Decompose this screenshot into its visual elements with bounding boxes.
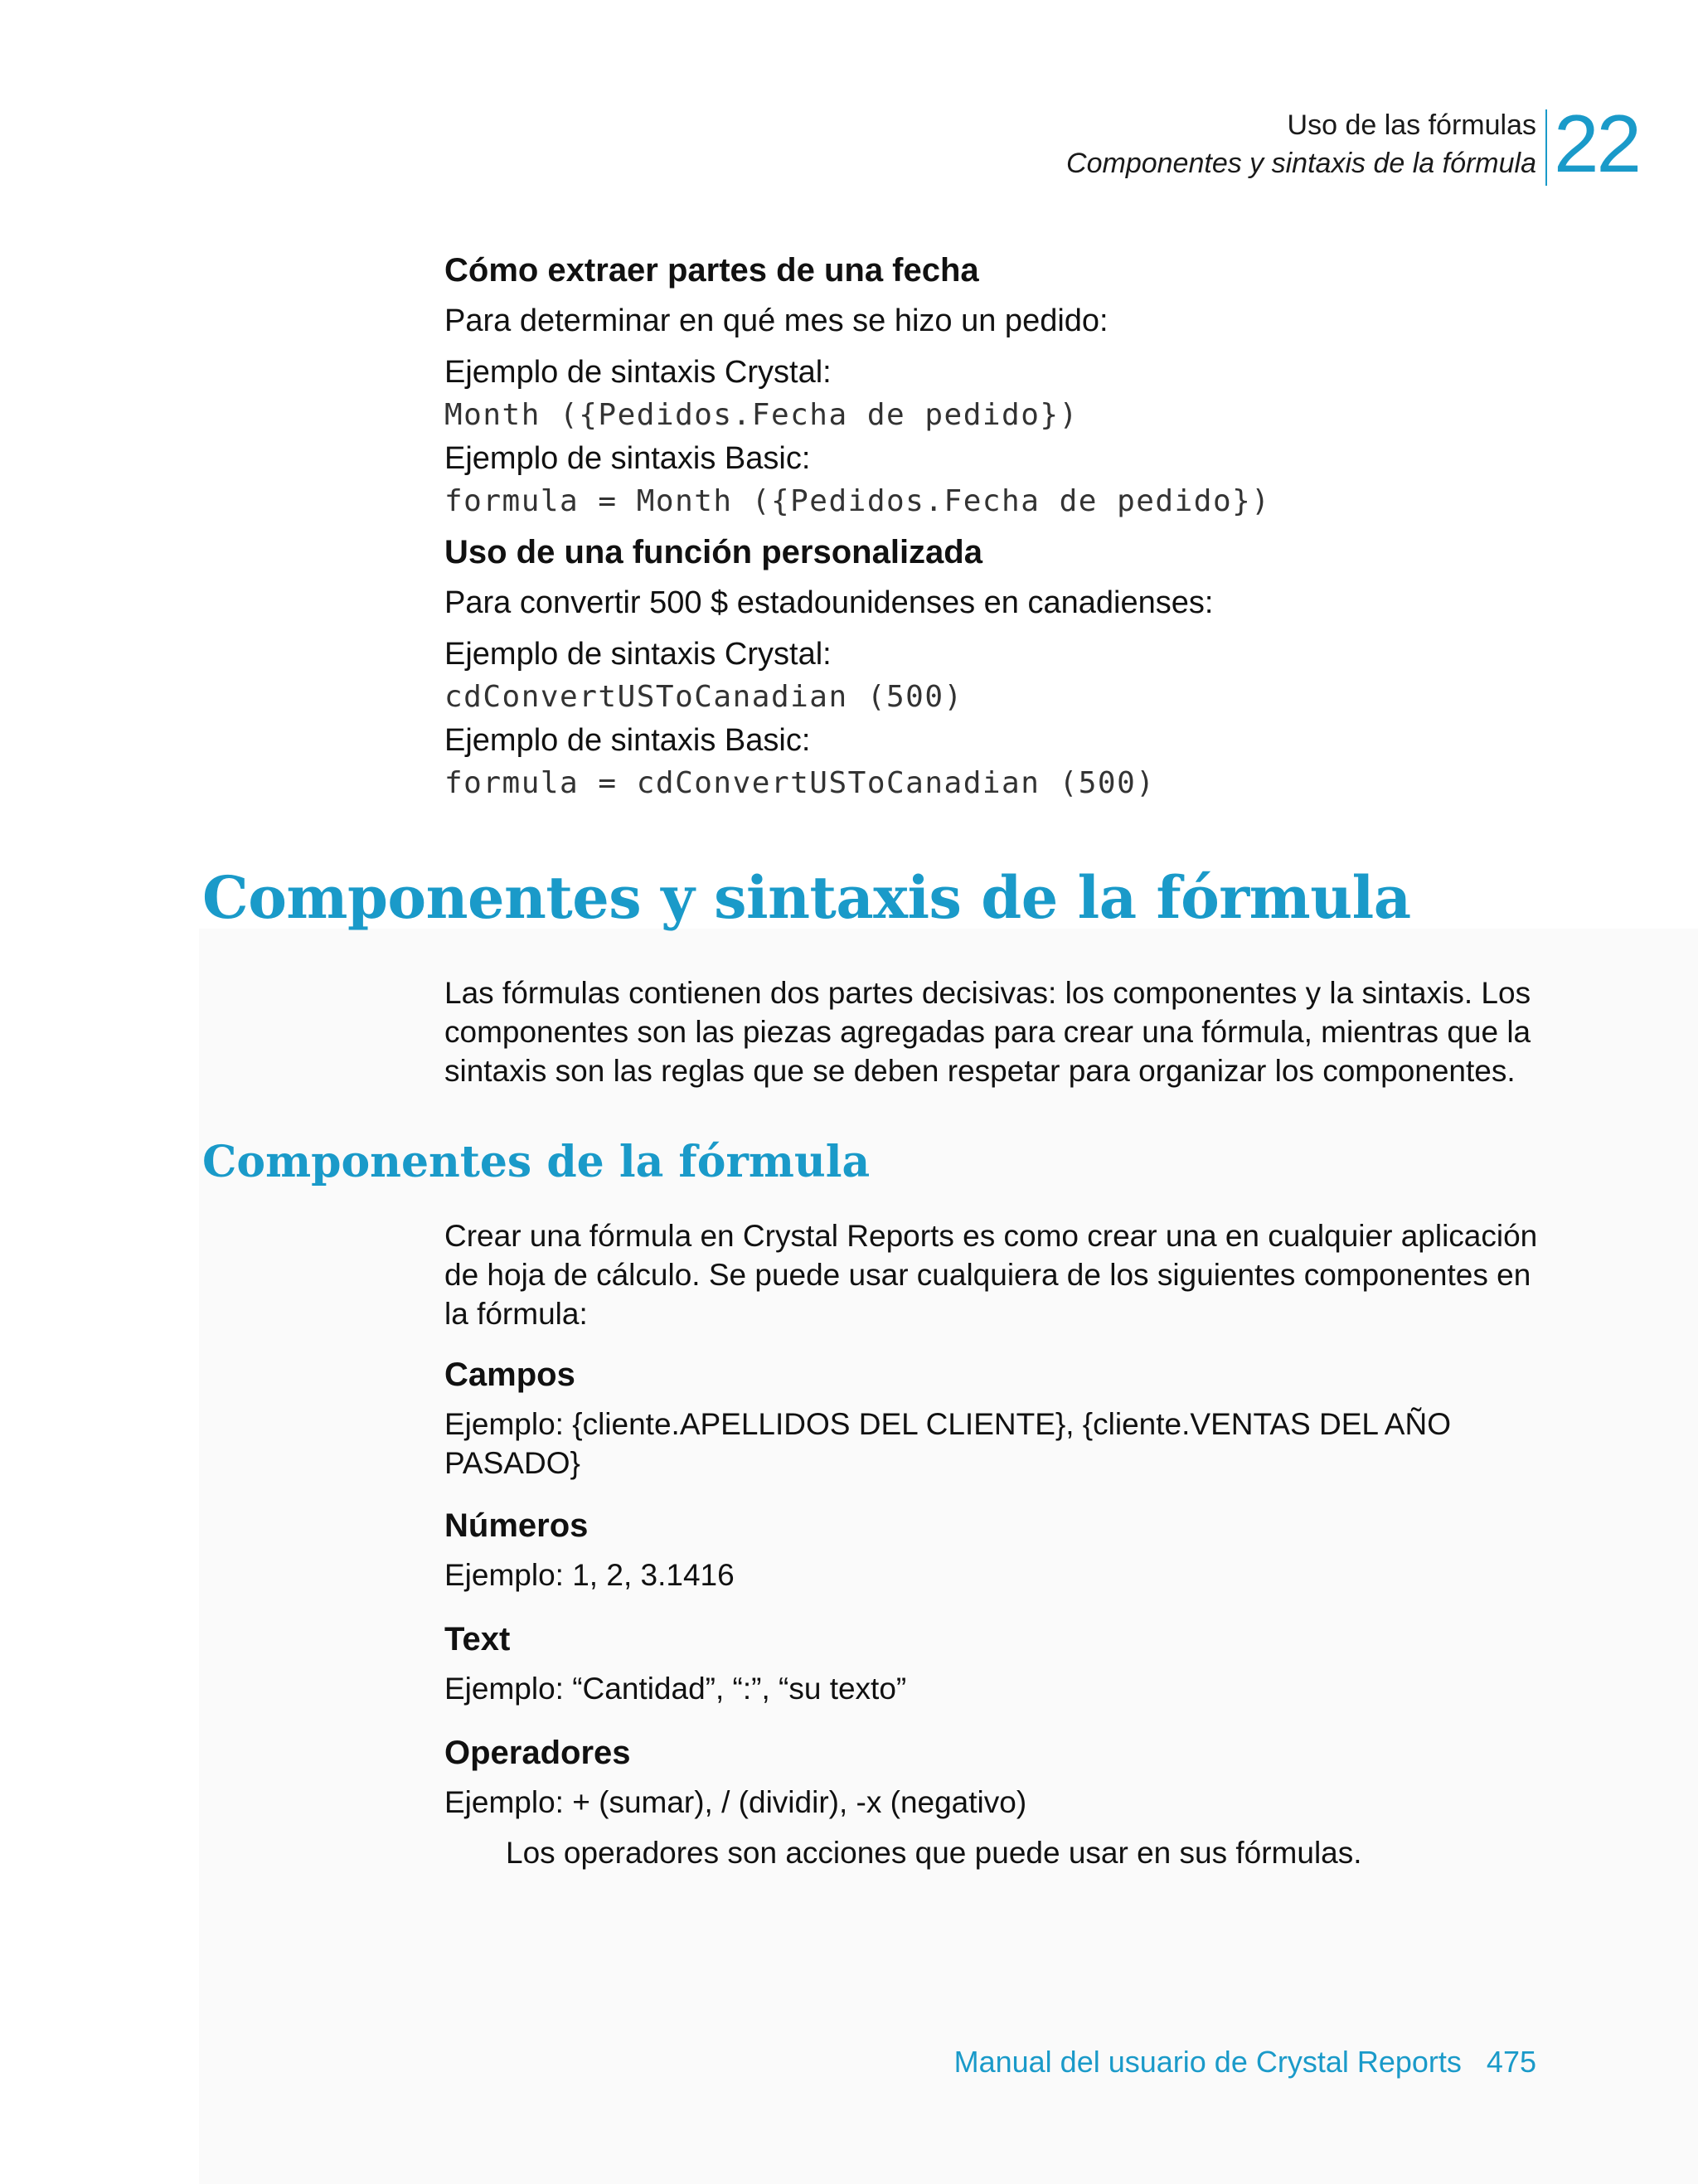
- section-body: Las fórmulas contienen dos partes decisivas: los componentes y la sintaxis. Los componentes son las piezas agregadas para crear una fórmula, mientras que la sintaxis son las reglas que se deben respetar para organizar los componentes.: [444, 976, 1531, 1088]
- fields-example: Ejemplo: {cliente.APELLIDOS DEL CLIENTE}, {cliente.VENTAS DEL AÑO PASADO}: [444, 1407, 1451, 1480]
- date-parts-basic-label: Ejemplo de sintaxis Basic:: [444, 441, 811, 476]
- operators-heading: Operadores: [444, 1735, 631, 1771]
- chapter-number: 22: [1554, 98, 1640, 189]
- operators-example: Ejemplo: + (sumar), / (dividir), -x (negativo): [444, 1785, 1027, 1819]
- custom-function-basic-code: formula = cdConvertUSToCanadian (500): [444, 766, 1156, 800]
- running-header: [1066, 106, 1536, 182]
- date-parts-heading: Cómo extraer partes de una fecha: [444, 252, 979, 289]
- header-section-title: Componentes y sintaxis de la fórmula: [1066, 148, 1536, 179]
- numbers-example: Ejemplo: 1, 2, 3.1416: [444, 1558, 735, 1592]
- numbers-heading: Números: [444, 1507, 589, 1544]
- top-examples: [444, 247, 1539, 806]
- chapter-divider-rule: [1545, 109, 1547, 186]
- custom-function-crystal-code: cdConvertUSToCanadian (500): [444, 680, 963, 714]
- page-footer: [954, 2041, 1536, 2083]
- subsection-body: Crear una fórmula en Crystal Reports es como crear una en cualquier aplicación de hoja de cálculo. Se puede usar cualquiera de los siguientes componentes en la fórmula:: [444, 1219, 1538, 1331]
- footer-page-number: 475: [1486, 2045, 1536, 2079]
- subsection-title: Componentes de la fórmula: [202, 1137, 871, 1187]
- text-heading: Text: [444, 1621, 511, 1657]
- section-title: Componentes y sintaxis de la fórmula: [202, 863, 1411, 932]
- custom-function-intro: Para convertir 500 $ estadounidenses en canadienses:: [444, 585, 1214, 620]
- fields-heading: Campos: [444, 1357, 575, 1393]
- date-parts-crystal-label: Ejemplo de sintaxis Crystal:: [444, 355, 832, 390]
- footer-manual-title: Manual del usuario de Crystal Reports: [953, 2045, 1462, 2079]
- date-parts-crystal-code: Month ({Pedidos.Fecha de pedido}): [444, 398, 1079, 432]
- custom-function-basic-label: Ejemplo de sintaxis Basic:: [444, 723, 811, 758]
- operators-note: Los operadores son acciones que puede usar en sus fórmulas.: [506, 1836, 1362, 1870]
- date-parts-intro: Para determinar en qué mes se hizo un pedido:: [444, 303, 1109, 338]
- date-parts-basic-code: formula = Month ({Pedidos.Fecha de pedido}): [444, 484, 1271, 518]
- custom-function-heading: Uso de una función personalizada: [444, 534, 982, 570]
- custom-function-crystal-label: Ejemplo de sintaxis Crystal:: [444, 637, 832, 672]
- components-list: [444, 1352, 1539, 1872]
- text-example: Ejemplo: “Cantidad”, “:”, “su texto”: [444, 1672, 907, 1706]
- header-chapter-title: Uso de las fórmulas: [1287, 109, 1536, 141]
